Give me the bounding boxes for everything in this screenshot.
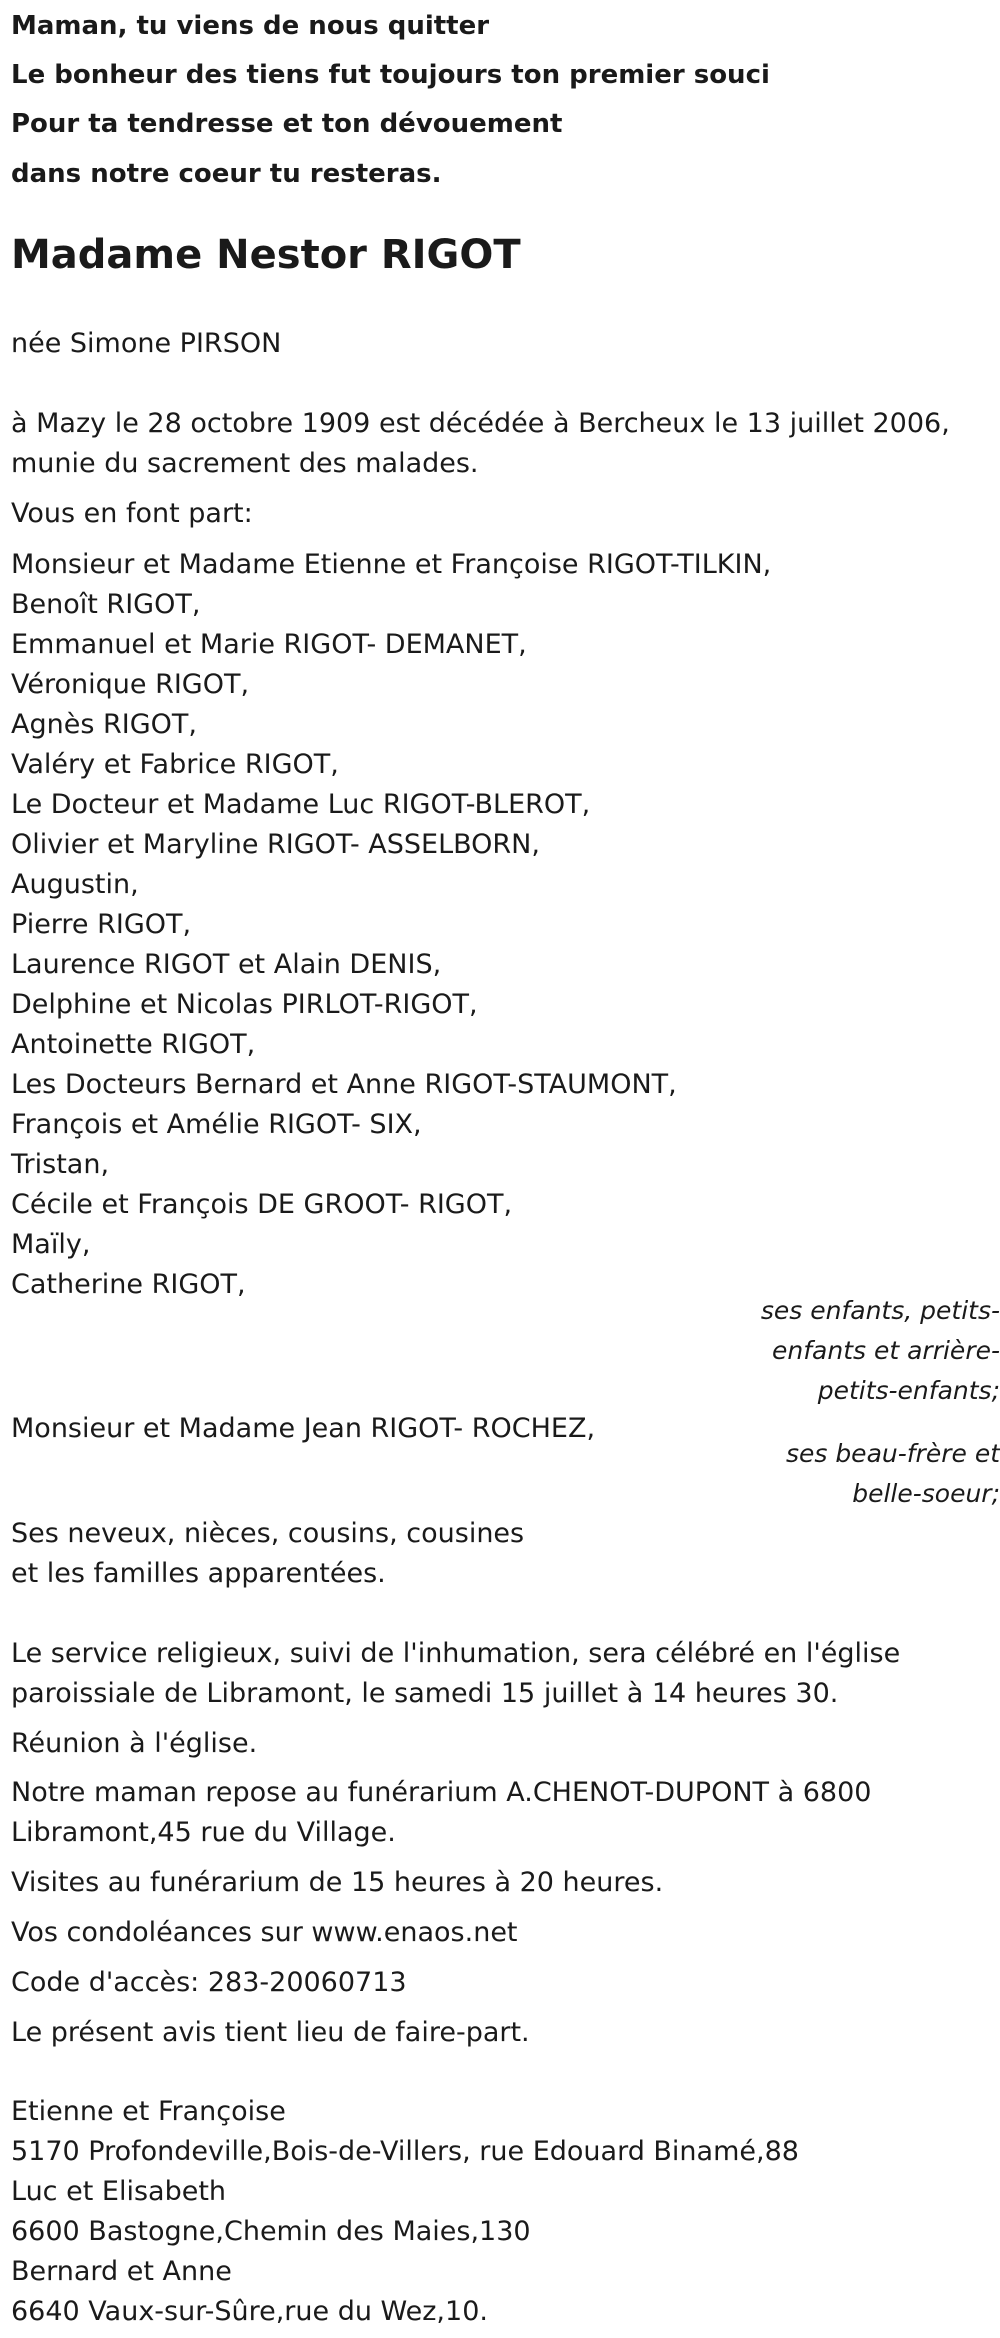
family-member: Emmanuel et Marie RIGOT- DEMANET,: [11, 629, 527, 660]
family-member: François et Amélie RIGOT- SIX,: [11, 1109, 422, 1140]
family-member: Catherine RIGOT,: [11, 1269, 246, 1300]
family-member: Pierre RIGOT,: [11, 909, 192, 940]
funeral-home-line: Libramont,45 rue du Village.: [11, 1817, 396, 1848]
address-line: 6600 Bastogne,Chemin des Maies,130: [11, 2216, 531, 2247]
birth-death-line: à Mazy le 28 octobre 1909 est décédée à Bercheux le 13 juillet 2006,: [11, 408, 950, 439]
address-line: 5170 Profondeville,Bois-de-Villers, rue Edouard Binamé,88: [11, 2136, 799, 2167]
family-member: Tristan,: [11, 1149, 110, 1180]
poem-line: Maman, tu viens de nous quitter: [11, 11, 490, 41]
birth-death-line: munie du sacrement des malades.: [11, 448, 479, 479]
poem-line: Le bonheur des tiens fut toujours ton premier souci: [11, 60, 770, 90]
address-line: Luc et Elisabeth: [11, 2176, 227, 2207]
family-member: Les Docteurs Bernard et Anne RIGOT-STAUMONT,: [11, 1069, 677, 1100]
family-member: Delphine et Nicolas PIRLOT-RIGOT,: [11, 989, 478, 1020]
poem-line: dans notre coeur tu resteras.: [11, 159, 442, 189]
family-member: Olivier et Maryline RIGOT- ASSELBORN,: [11, 829, 540, 860]
children-role: enfants et arrière-: [772, 1336, 1000, 1365]
family-member: Antoinette RIGOT,: [11, 1029, 256, 1060]
address-line: Etienne et Françoise: [11, 2096, 286, 2127]
maiden-name: née Simone PIRSON: [11, 328, 282, 359]
service-line: paroissiale de Libramont, le samedi 15 juillet à 14 heures 30.: [11, 1678, 839, 1709]
family-member: Véronique RIGOT,: [11, 669, 250, 700]
family-member: Benoît RIGOT,: [11, 589, 201, 620]
family-member: Valéry et Fabrice RIGOT,: [11, 749, 339, 780]
access-code: Code d'accès: 283-20060713: [11, 1967, 407, 1998]
brother-role: ses beau-frère et: [785, 1439, 1000, 1468]
family-member: Laurence RIGOT et Alain DENIS,: [11, 949, 442, 980]
children-role: ses enfants, petits-: [760, 1296, 1000, 1325]
family-member: Cécile et François DE GROOT- RIGOT,: [11, 1189, 513, 1220]
children-role: petits-enfants;: [817, 1376, 1000, 1405]
meeting-line: Réunion à l'église.: [11, 1728, 258, 1759]
service-line: Le service religieux, suivi de l'inhumation, sera célébré en l'église: [11, 1638, 901, 1669]
address-line: 6640 Vaux-sur-Sûre,rue du Wez,10.: [11, 2296, 488, 2327]
poem-line: Pour ta tendresse et ton dévouement: [11, 109, 563, 139]
family-member: Monsieur et Madame Etienne et Françoise RIGOT-TILKIN,: [11, 549, 772, 580]
brother-role: belle-soeur;: [852, 1479, 1000, 1508]
announce-intro: Vous en font part:: [11, 498, 253, 529]
relatives-line: Ses neveux, nièces, cousins, cousines: [11, 1518, 525, 1549]
deceased-name: Madame Nestor RIGOT: [11, 232, 521, 278]
notice-line: Le présent avis tient lieu de faire-part.: [11, 2017, 530, 2048]
address-line: Bernard et Anne: [11, 2256, 232, 2287]
relatives-line: et les familles apparentées.: [11, 1558, 386, 1589]
family-member: Agnès RIGOT,: [11, 709, 197, 740]
brother-in-law: Monsieur et Madame Jean RIGOT- ROCHEZ,: [11, 1413, 596, 1444]
funeral-home-line: Notre maman repose au funérarium A.CHENOT-DUPONT à 6800: [11, 1777, 872, 1808]
family-member: Le Docteur et Madame Luc RIGOT-BLEROT,: [11, 789, 591, 820]
family-member: Augustin,: [11, 869, 139, 900]
condolences-line: Vos condoléances sur www.enaos.net: [11, 1917, 518, 1948]
family-member: Maïly,: [11, 1229, 91, 1260]
visits-line: Visites au funérarium de 15 heures à 20 heures.: [11, 1867, 664, 1898]
